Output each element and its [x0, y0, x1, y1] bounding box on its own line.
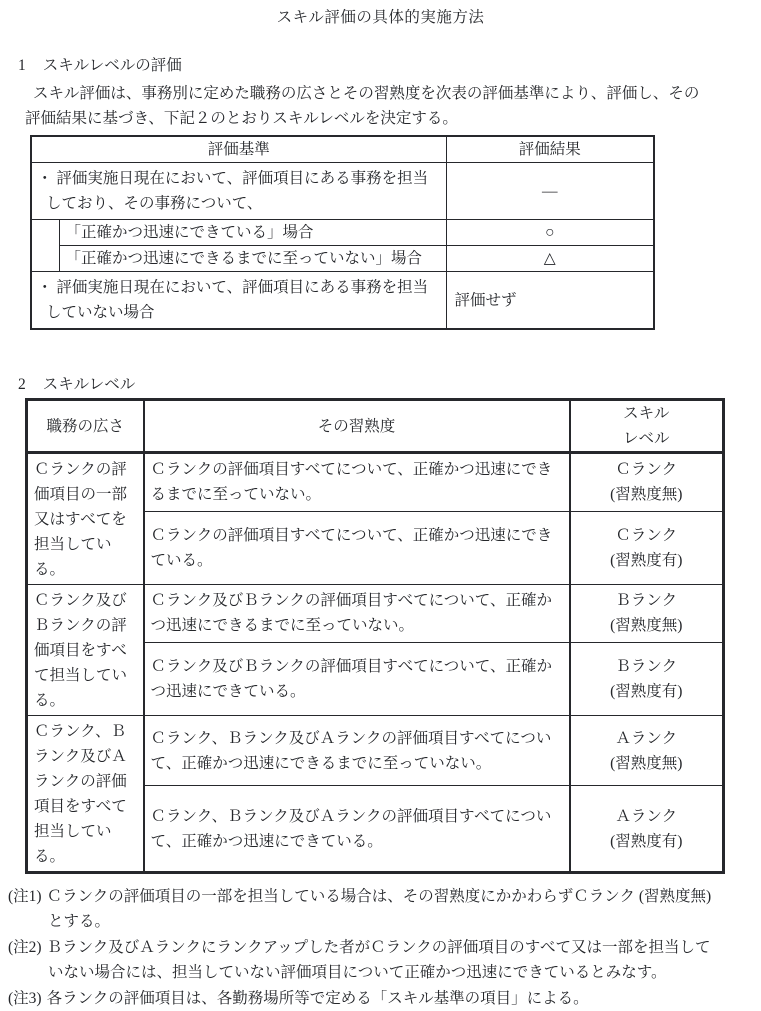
table-header-row	[27, 400, 724, 453]
level-grade: (習熟度無)	[610, 754, 683, 772]
level-rank: Ｂランク	[615, 657, 678, 675]
level-rank: Ｃランク	[615, 461, 678, 479]
footnote-1-label: (注1)	[8, 888, 42, 905]
result-header-cell: 評価結果	[446, 136, 654, 163]
section2-heading	[18, 372, 761, 398]
result-not-capable-cell: △	[446, 246, 654, 272]
level-rank: Ｃランク	[615, 526, 678, 544]
level-cell	[570, 642, 724, 715]
footnote-1-text: Ｃランクの評価項目の一部を担当している場合は、その習熟度にかかわらずＣランク (習熟度無)とする。	[46, 888, 712, 931]
criteria-header-cell: 評価基準	[31, 136, 446, 163]
indent-spacer-cell	[31, 220, 59, 272]
skill-level-table	[25, 398, 725, 874]
footnote-3-text: 各ランクの評価項目は、各勤務場所等で定める「スキル基準の項目」による。	[46, 989, 589, 1007]
level-grade: (習熟度無)	[610, 486, 683, 504]
level-header-cell	[570, 400, 724, 453]
table-row	[27, 585, 724, 643]
scope-cell-c: Ｃランクの評価項目の一部又はすべてを担当している。	[27, 453, 144, 585]
table-row	[31, 220, 654, 246]
level-grade: (習熟度無)	[610, 617, 683, 635]
level-grade: (習熟度有)	[610, 832, 683, 850]
criteria-not-capable-cell: 「正確かつ迅速にできるまでに至っていない」場合	[59, 246, 446, 272]
level-cell	[570, 786, 724, 873]
level-cell	[570, 716, 724, 786]
proficiency-cell: Ｃランク、Ｂランク及びＡランクの評価項目すべてについて、正確かつ迅速にできるまでに至っていない。	[144, 716, 570, 786]
footnotes	[8, 884, 720, 1011]
criteria-capable-cell: 「正確かつ迅速にできている」場合	[59, 220, 446, 246]
document-title: スキル評価の具体的実施方法	[276, 9, 485, 26]
proficiency-cell: Ｃランクの評価項目すべてについて、正確かつ迅速にできている。	[144, 511, 570, 584]
level-rank: Ｂランク	[615, 592, 678, 610]
proficiency-header-cell: その習熟度	[144, 400, 570, 453]
section2-number: 2	[18, 376, 26, 393]
table-row	[31, 272, 654, 330]
section1-heading-label: スキルレベルの評価	[42, 57, 182, 74]
proficiency-cell: Ｃランク及びＢランクの評価項目すべてについて、正確かつ迅速にできている。	[144, 642, 570, 715]
level-rank: Ａランク	[615, 807, 678, 825]
footnote-2	[8, 935, 720, 986]
scope-cell-cba: Ｃランク、Ｂランク及びＡランクの評価項目をすべて担当している。	[27, 716, 144, 873]
table-header-row	[31, 136, 654, 163]
proficiency-cell: Ｃランク及びＢランクの評価項目すべてについて、正確かつ迅速にできるまでに至っていない。	[144, 585, 570, 643]
section2-heading-label: スキルレベル	[42, 376, 136, 393]
proficiency-cell: Ｃランク、Ｂランク及びＡランクの評価項目すべてについて、正確かつ迅速にできている。	[144, 786, 570, 873]
footnote-3	[8, 986, 720, 1011]
criteria-unassigned-cell: ・ 評価実施日現在において、評価項目にある事務を担当していない場合	[31, 272, 446, 330]
criteria-assigned-cell: ・ 評価実施日現在において、評価項目にある事務を担当しており、その事務について、	[31, 163, 446, 220]
scope-header-cell: 職務の広さ	[27, 400, 144, 453]
section1-number: 1	[18, 57, 26, 74]
evaluation-criteria-table	[30, 135, 655, 330]
level-header-line1: スキル	[623, 405, 670, 422]
level-cell	[570, 585, 724, 643]
table-row	[31, 163, 654, 220]
table-row	[31, 246, 654, 272]
level-grade: (習熟度有)	[610, 551, 683, 569]
result-capable-cell: ○	[446, 220, 654, 246]
footnote-1	[8, 884, 720, 935]
footnote-3-label: (注3)	[8, 989, 42, 1007]
footnote-2-label: (注2)	[8, 938, 42, 956]
result-unassigned-cell: 評価せず	[446, 272, 654, 330]
level-header-line2: レベル	[622, 430, 670, 447]
table-row	[27, 453, 724, 512]
footnote-2-text: Ｂランク及びＡランクにランクアップした者がＣランクの評価項目のすべて又は一部を担当していない場合には、担当していない評価項目について正確かつ迅速にできているとみなす。	[46, 938, 711, 982]
level-rank: Ａランク	[615, 729, 678, 747]
section1-paragraph: スキル評価は、事務別に定めた職務の広さとその習熟度を次表の評価基準により、評価し、その評価結果に基づき、下記２のとおりスキルレベルを決定する。	[25, 85, 700, 127]
proficiency-cell: Ｃランクの評価項目すべてについて、正確かつ迅速にできるまでに至っていない。	[144, 453, 570, 512]
level-grade: (習熟度有)	[610, 682, 683, 700]
level-cell	[570, 511, 724, 584]
table-row	[27, 716, 724, 786]
result-assigned-cell: ―	[446, 163, 654, 220]
level-cell	[570, 453, 724, 512]
section1-heading	[18, 53, 761, 79]
scope-cell-cb: Ｃランク及びＢランクの評価項目をすべて担当している。	[27, 585, 144, 716]
